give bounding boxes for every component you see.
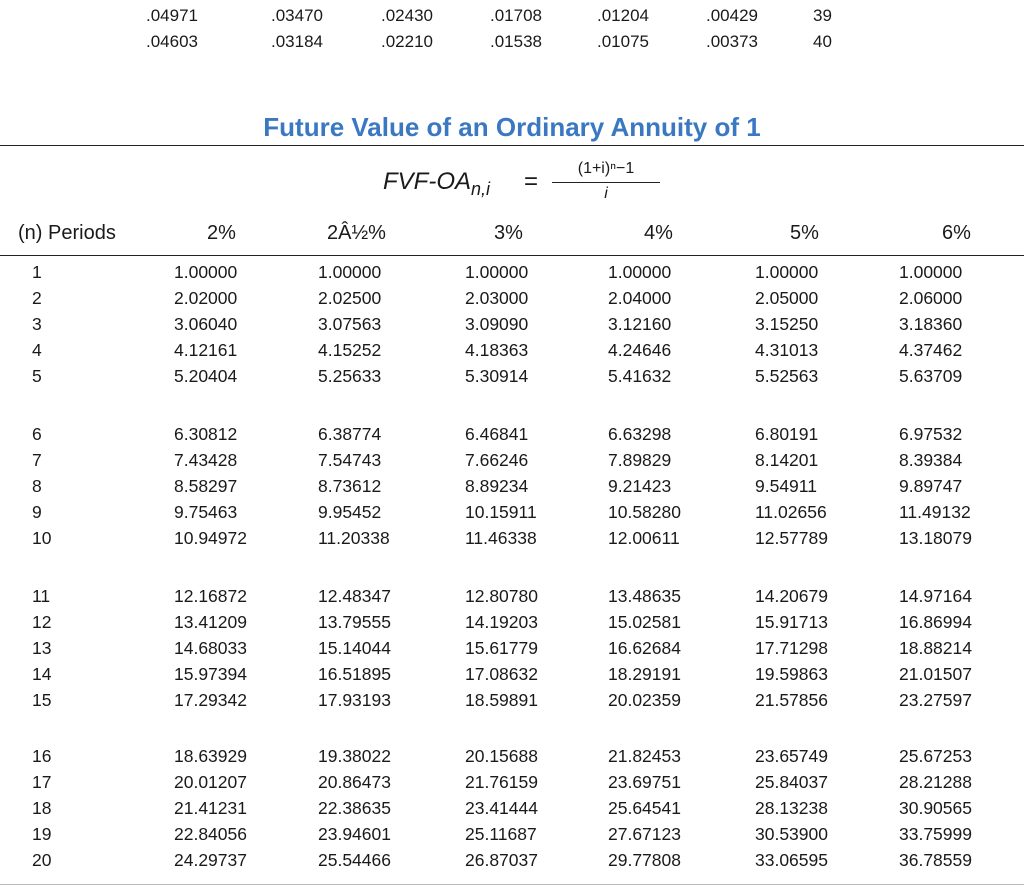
value-cell: 3.12160 — [608, 314, 672, 334]
value-cell: 36.78559 — [899, 850, 972, 870]
value-cell: 24.29737 — [174, 850, 247, 870]
value-cell: 21.76159 — [465, 772, 538, 792]
value-cell: 33.06595 — [755, 850, 828, 870]
value-cell: 9.54911 — [755, 476, 817, 496]
value-cell: 1.00000 — [465, 262, 529, 282]
value-cell: 21.41231 — [174, 798, 247, 818]
value-cell: 17.08632 — [465, 664, 538, 684]
prev-cell: .04603 — [146, 32, 198, 51]
column-headers — [0, 222, 1024, 252]
table-row — [0, 690, 1024, 716]
value-cell: 23.94601 — [318, 824, 391, 844]
value-cell: 7.89829 — [608, 450, 672, 470]
value-cell: 7.43428 — [174, 450, 238, 470]
value-cell: 1.00000 — [899, 262, 963, 282]
value-cell: 23.65749 — [755, 746, 828, 766]
period-cell: 6 — [32, 424, 42, 444]
value-cell: 10.15911 — [465, 502, 537, 522]
period-cell: 12 — [32, 612, 52, 632]
value-cell: 4.12161 — [174, 340, 238, 360]
value-cell: 6.80191 — [755, 424, 819, 444]
value-cell: 5.30914 — [465, 366, 529, 386]
value-cell: 23.41444 — [465, 798, 538, 818]
prev-cell: .00429 — [706, 6, 758, 25]
value-cell: 11.20338 — [318, 528, 390, 548]
period-cell: 16 — [32, 746, 52, 766]
period-cell: 8 — [32, 476, 42, 496]
table-row — [0, 586, 1024, 612]
period-cell: 20 — [32, 850, 52, 870]
value-cell: 14.68033 — [174, 638, 247, 658]
value-cell: 5.25633 — [318, 366, 382, 386]
formula — [0, 158, 1024, 208]
value-cell: 6.30812 — [174, 424, 238, 444]
period-cell: 10 — [32, 528, 52, 548]
header-rate: 4% — [644, 222, 673, 244]
value-cell: 12.48347 — [318, 586, 391, 606]
prev-cell: .03470 — [271, 6, 323, 25]
value-cell: 12.80780 — [465, 586, 538, 606]
value-cell: 2.06000 — [899, 288, 963, 308]
value-cell: 6.97532 — [899, 424, 963, 444]
value-cell: 21.01507 — [899, 664, 972, 684]
value-cell: 16.86994 — [899, 612, 972, 632]
header-rate: 5% — [790, 222, 819, 244]
value-cell: 5.63709 — [899, 366, 963, 386]
value-cell: 14.97164 — [899, 586, 972, 606]
period-cell: 5 — [32, 366, 42, 386]
value-cell: 12.00611 — [608, 528, 680, 548]
period-cell: 14 — [32, 664, 52, 684]
value-cell: 9.21423 — [608, 476, 672, 496]
value-cell: 20.01207 — [174, 772, 247, 792]
value-cell: 3.15250 — [755, 314, 819, 334]
table-row — [0, 314, 1024, 340]
prev-cell: .02210 — [381, 32, 433, 51]
value-cell: 1.00000 — [174, 262, 238, 282]
value-cell: 23.27597 — [899, 690, 972, 710]
table-row — [0, 638, 1024, 664]
value-cell: 22.38635 — [318, 798, 391, 818]
value-cell: 4.31013 — [755, 340, 819, 360]
formula-lhs-subscript: n,i — [471, 178, 491, 199]
formula-fraction — [552, 158, 660, 203]
value-cell: 11.46338 — [465, 528, 537, 548]
table-row — [0, 850, 1024, 876]
header-rate: 2% — [207, 222, 236, 244]
period-cell: 15 — [32, 690, 52, 710]
value-cell: 25.54466 — [318, 850, 391, 870]
value-cell: 8.73612 — [318, 476, 382, 496]
value-cell: 10.94972 — [174, 528, 247, 548]
value-cell: 3.09090 — [465, 314, 529, 334]
value-cell: 19.38022 — [318, 746, 391, 766]
value-cell: 8.89234 — [465, 476, 529, 496]
value-cell: 15.97394 — [174, 664, 247, 684]
value-cell: 2.03000 — [465, 288, 529, 308]
header-rate: 2Â½% — [327, 222, 386, 244]
value-cell: 11.49132 — [899, 502, 971, 522]
value-cell: 15.14044 — [318, 638, 391, 658]
formula-denominator: i — [604, 185, 608, 202]
value-cell: 1.00000 — [318, 262, 382, 282]
value-cell: 28.13238 — [755, 798, 828, 818]
value-cell: 4.37462 — [899, 340, 963, 360]
value-cell: 30.53900 — [755, 824, 828, 844]
value-cell: 13.18079 — [899, 528, 972, 548]
formula-lhs — [383, 168, 490, 200]
value-cell: 2.02500 — [318, 288, 382, 308]
value-cell: 2.05000 — [755, 288, 819, 308]
header-rate: 3% — [494, 222, 523, 244]
table-row — [0, 528, 1024, 554]
value-cell: 16.51895 — [318, 664, 391, 684]
value-cell: 4.18363 — [465, 340, 529, 360]
period-cell: 18 — [32, 798, 52, 818]
prev-cell: .01538 — [490, 32, 542, 51]
value-cell: 13.48635 — [608, 586, 681, 606]
table-title: Future Value of an Ordinary Annuity of 1 — [263, 112, 761, 142]
prev-cell: .02430 — [381, 6, 433, 25]
value-cell: 3.18360 — [899, 314, 963, 334]
value-cell: 4.15252 — [318, 340, 382, 360]
header-rate: 6% — [942, 222, 971, 244]
table-row — [0, 824, 1024, 850]
period-cell: 11 — [32, 586, 51, 606]
value-cell: 25.64541 — [608, 798, 681, 818]
value-cell: 5.41632 — [608, 366, 672, 386]
period-cell: 7 — [32, 450, 42, 470]
prev-cell: .01708 — [490, 6, 542, 25]
period-cell: 17 — [32, 772, 52, 792]
value-cell: 25.84037 — [755, 772, 828, 792]
value-cell: 20.86473 — [318, 772, 391, 792]
value-cell: 12.57789 — [755, 528, 828, 548]
value-cell: 15.61779 — [465, 638, 538, 658]
value-cell: 33.75999 — [899, 824, 972, 844]
value-cell: 19.59863 — [755, 664, 828, 684]
value-cell: 5.20404 — [174, 366, 238, 386]
value-cell: 14.20679 — [755, 586, 828, 606]
value-cell: 13.41209 — [174, 612, 247, 632]
value-cell: 13.79555 — [318, 612, 391, 632]
value-cell: 30.90565 — [899, 798, 972, 818]
prev-cell: .04971 — [146, 6, 198, 25]
value-cell: 10.58280 — [608, 502, 681, 522]
value-cell: 18.59891 — [465, 690, 538, 710]
top-rule — [0, 145, 1024, 146]
table-row — [0, 262, 1024, 288]
period-cell: 2 — [32, 288, 42, 308]
value-cell: 6.63298 — [608, 424, 672, 444]
value-cell: 21.82453 — [608, 746, 681, 766]
value-cell: 16.62684 — [608, 638, 681, 658]
value-cell: 17.93193 — [318, 690, 391, 710]
period-cell: 4 — [32, 340, 42, 360]
table-row — [0, 772, 1024, 798]
value-cell: 9.89747 — [899, 476, 963, 496]
prev-period: 39 — [813, 6, 832, 25]
value-cell: 1.00000 — [608, 262, 672, 282]
table-row — [0, 612, 1024, 638]
value-cell: 21.57856 — [755, 690, 828, 710]
value-cell: 18.63929 — [174, 746, 247, 766]
value-cell: 8.39384 — [899, 450, 963, 470]
value-cell: 4.24646 — [608, 340, 672, 360]
table-row — [0, 502, 1024, 528]
value-cell: 5.52563 — [755, 366, 819, 386]
prev-period: 40 — [813, 32, 832, 51]
value-cell: 25.11687 — [465, 824, 537, 844]
prev-cell: .00373 — [706, 32, 758, 51]
value-cell: 6.46841 — [465, 424, 529, 444]
value-cell: 3.07563 — [318, 314, 382, 334]
prev-cell: .03184 — [271, 32, 323, 51]
value-cell: 25.67253 — [899, 746, 972, 766]
previous-table-row — [0, 6, 1024, 32]
header-periods: (n) Periods — [18, 222, 116, 244]
value-cell: 8.58297 — [174, 476, 238, 496]
value-cell: 1.00000 — [755, 262, 819, 282]
bottom-rule — [0, 884, 1024, 885]
table-row — [0, 798, 1024, 824]
value-cell: 15.91713 — [755, 612, 828, 632]
table-row — [0, 366, 1024, 392]
value-cell: 20.02359 — [608, 690, 681, 710]
value-cell: 26.87037 — [465, 850, 538, 870]
table-row — [0, 746, 1024, 772]
value-cell: 2.04000 — [608, 288, 672, 308]
header-rule — [0, 255, 1024, 256]
value-cell: 22.84056 — [174, 824, 247, 844]
value-cell: 17.29342 — [174, 690, 247, 710]
period-cell: 19 — [32, 824, 52, 844]
table-row — [0, 664, 1024, 690]
table-row — [0, 288, 1024, 314]
fraction-bar — [552, 182, 660, 183]
value-cell: 18.88214 — [899, 638, 972, 658]
value-cell: 29.77808 — [608, 850, 681, 870]
value-cell: 15.02581 — [608, 612, 681, 632]
formula-equals: = — [524, 168, 539, 195]
period-cell: 1 — [32, 262, 42, 282]
previous-table-row — [0, 32, 1024, 58]
value-cell: 7.66246 — [465, 450, 529, 470]
value-cell: 28.21288 — [899, 772, 972, 792]
table-row — [0, 450, 1024, 476]
value-cell: 14.19203 — [465, 612, 538, 632]
value-cell: 23.69751 — [608, 772, 681, 792]
value-cell: 12.16872 — [174, 586, 247, 606]
table-row — [0, 340, 1024, 366]
period-cell: 13 — [32, 638, 52, 658]
table-row — [0, 424, 1024, 450]
value-cell: 7.54743 — [318, 450, 382, 470]
period-cell: 9 — [32, 502, 42, 522]
value-cell: 9.75463 — [174, 502, 238, 522]
value-cell: 11.02656 — [755, 502, 827, 522]
value-cell: 8.14201 — [755, 450, 819, 470]
formula-lhs-main: FVF-OA — [383, 168, 471, 195]
value-cell: 9.95452 — [318, 502, 382, 522]
value-cell: 2.02000 — [174, 288, 238, 308]
value-cell: 6.38774 — [318, 424, 382, 444]
value-cell: 27.67123 — [608, 824, 681, 844]
value-cell: 20.15688 — [465, 746, 538, 766]
value-cell: 18.29191 — [608, 664, 681, 684]
prev-cell: .01204 — [597, 6, 649, 25]
formula-numerator: (1+i)ⁿ−1 — [577, 160, 635, 177]
table-row — [0, 476, 1024, 502]
period-cell: 3 — [32, 314, 42, 334]
value-cell: 3.06040 — [174, 314, 238, 334]
value-cell: 17.71298 — [755, 638, 828, 658]
prev-cell: .01075 — [597, 32, 649, 51]
